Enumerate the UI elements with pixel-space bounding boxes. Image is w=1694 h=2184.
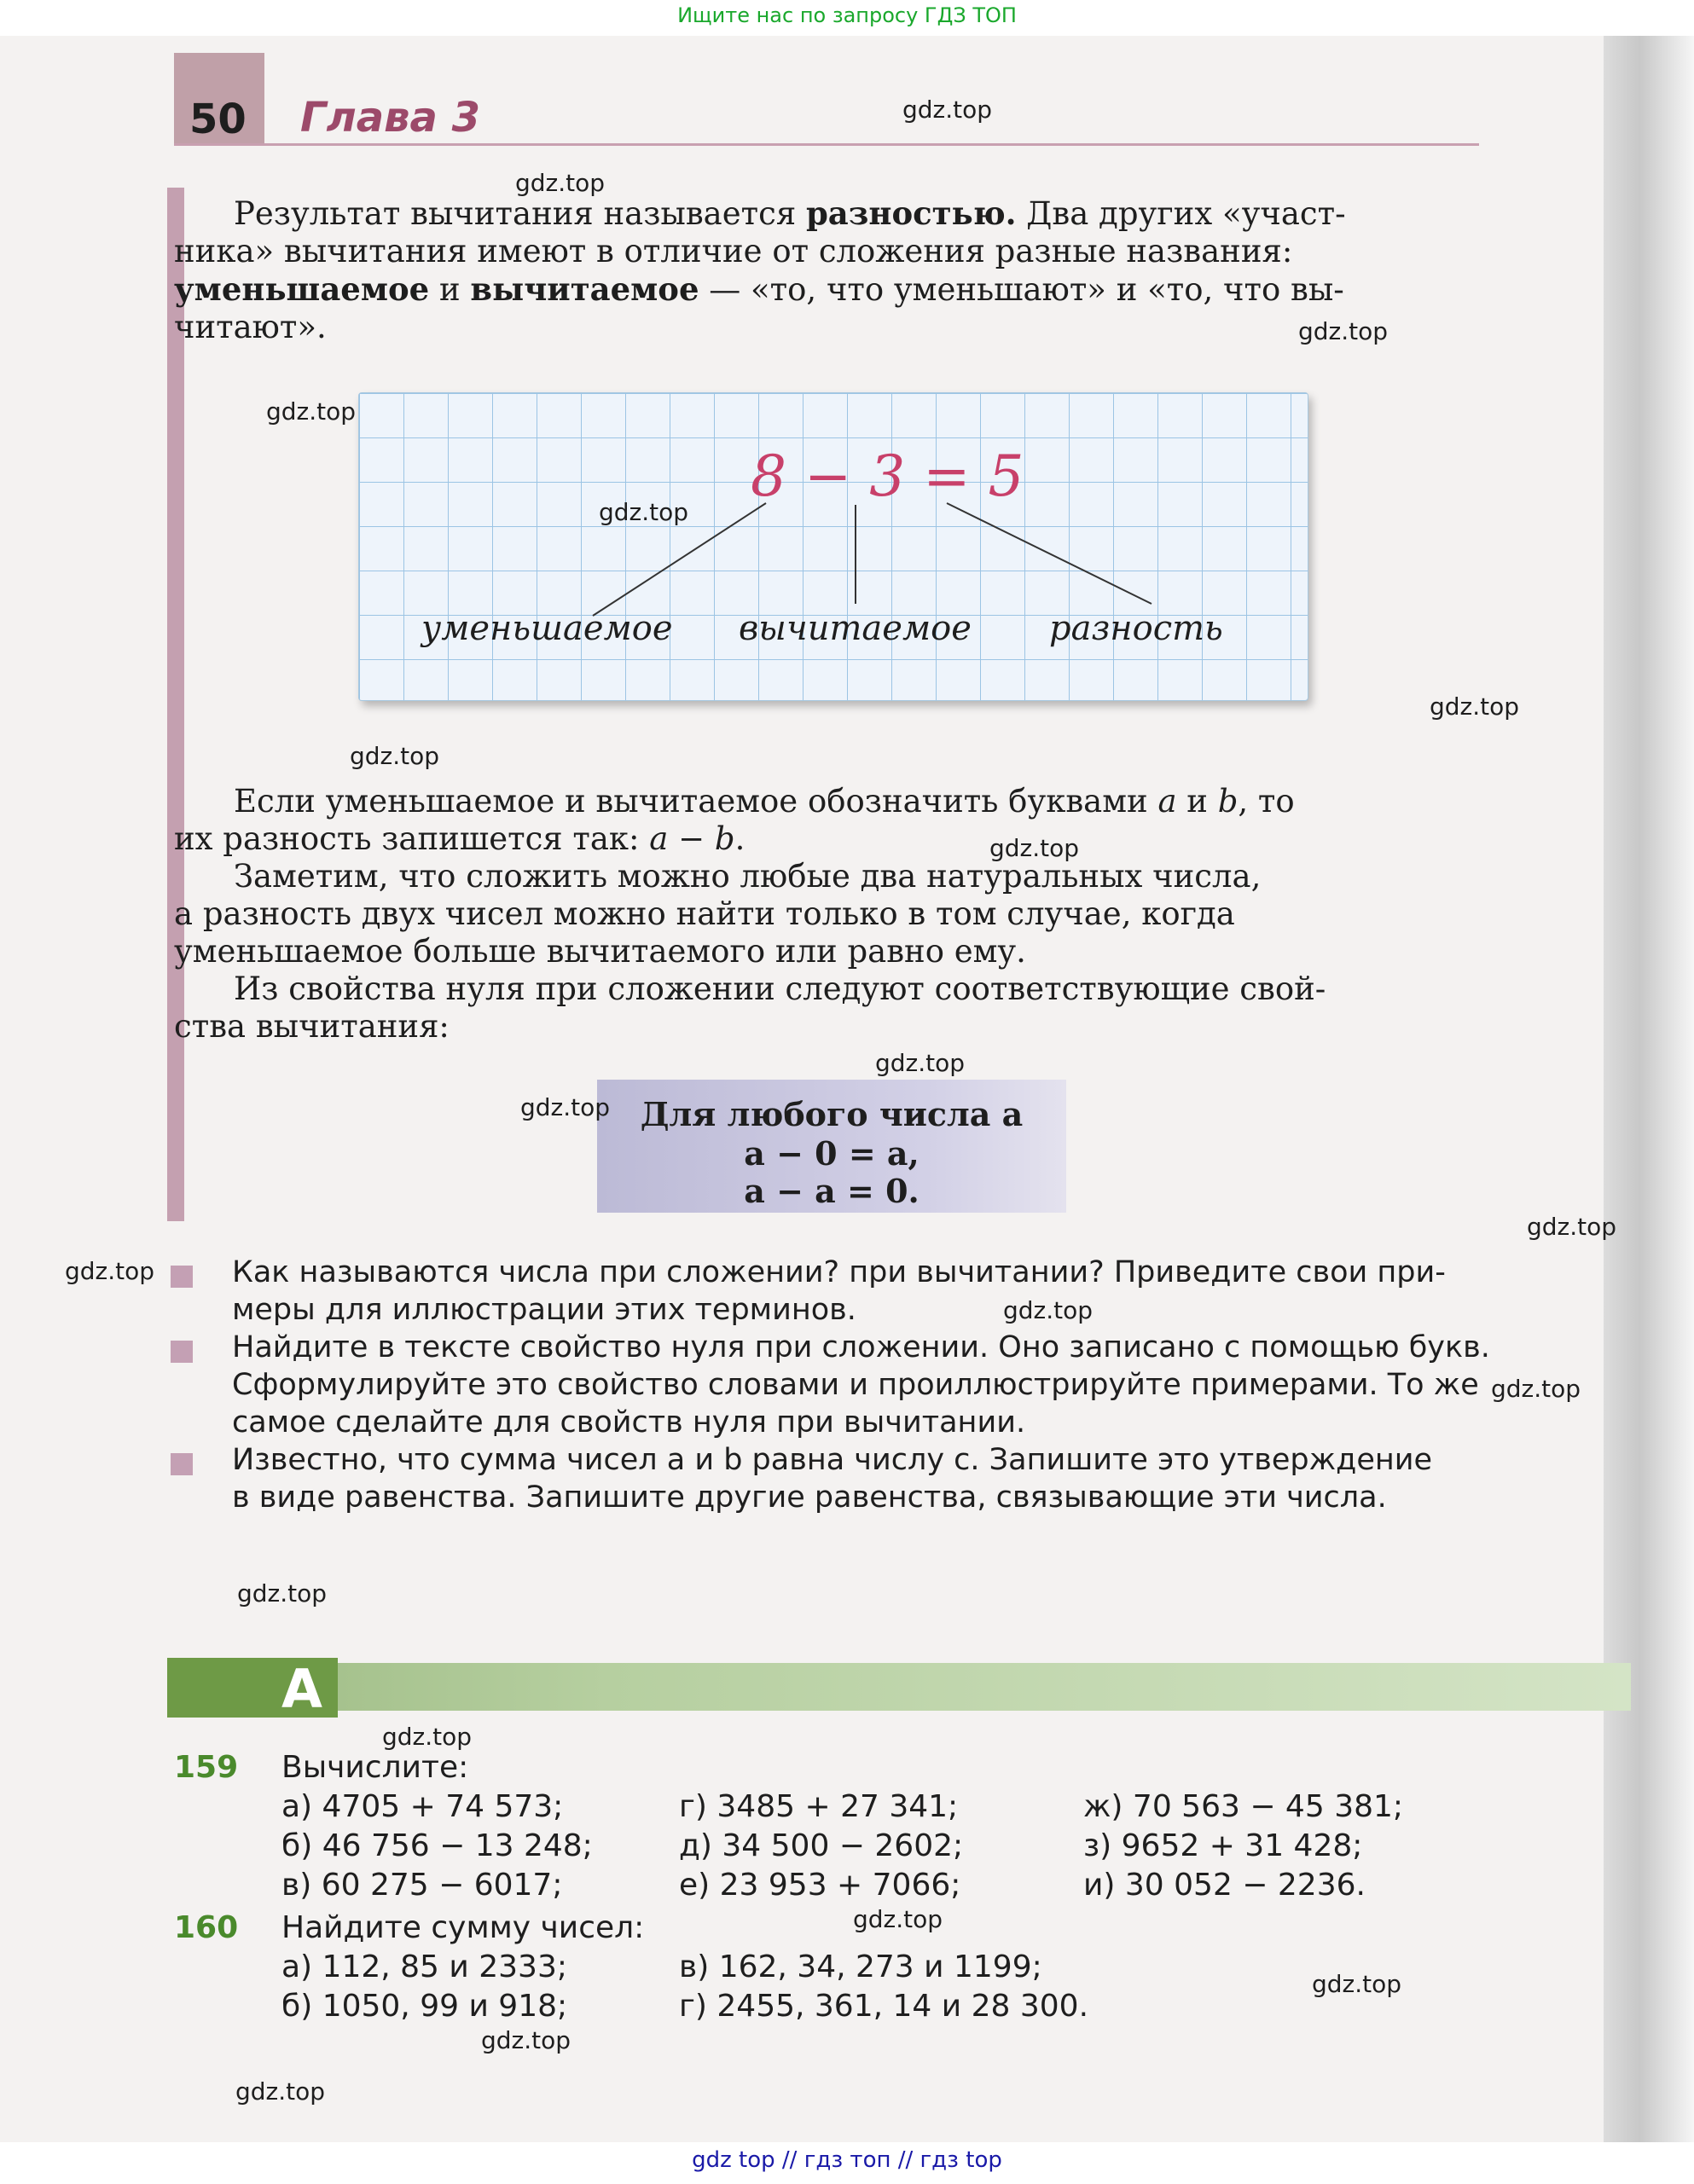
question-bullet bbox=[171, 1266, 193, 1288]
watermark: gdz.top bbox=[520, 1093, 611, 1121]
label-difference: разность bbox=[1049, 609, 1223, 648]
exercise-item: в) 162, 34, 273 и 1199; bbox=[679, 1949, 1042, 1984]
exercise-number: 160 bbox=[174, 1910, 239, 1945]
diagram-pointer-lines bbox=[358, 392, 1307, 699]
watermark: gdz.top bbox=[599, 498, 689, 526]
watermark: gdz.top bbox=[902, 96, 993, 124]
section-bar bbox=[167, 1663, 1631, 1711]
exercise-item: д) 34 500 − 2602; bbox=[679, 1828, 964, 1863]
chapter-title: Глава 3 bbox=[300, 94, 481, 142]
question-2: Найдите в тексте свойство нуля при сложении. Оно записано с помощью букв. Сформулируйте это свойство словами и проиллюстрируйте примерами. То же самое сделайте для свойств нуля при вычитании. bbox=[232, 1330, 1490, 1440]
watermark: gdz.top bbox=[1298, 317, 1389, 345]
exercise-item: а) 4705 + 74 573; bbox=[281, 1789, 564, 1824]
label-subtrahend: вычитаемое bbox=[739, 609, 972, 648]
page-edge-shadow bbox=[1604, 36, 1694, 2142]
question-3: Известно, что сумма чисел a и b равна числу c. Запишите это утверждение в виде равенства. Запишите другие равенства, связывающие эти числа. bbox=[232, 1443, 1433, 1515]
watermark: gdz.top bbox=[1527, 1213, 1617, 1241]
exercise-item: з) 9652 + 31 428; bbox=[1083, 1828, 1363, 1863]
watermark: gdz.top bbox=[481, 2026, 571, 2054]
rule-equation-1: a − 0 = a, bbox=[744, 1134, 920, 1173]
exercise-item: а) 112, 85 и 2333; bbox=[281, 1949, 567, 1984]
rule-title: Для любого числа a bbox=[640, 1095, 1024, 1133]
watermark: gdz.top bbox=[853, 1905, 943, 1933]
exercise-item: и) 30 052 − 2236. bbox=[1083, 1868, 1366, 1903]
exercise-item: б) 1050, 99 и 918; bbox=[281, 1989, 568, 2024]
intro-paragraph: Результат вычитания называется разностью. Два других «участ- ника» вычитания имеют в отличие от сложения разные названия: уменьшаемое и вычитаемое — «то, что уменьшают» и «то, что вы- читают». bbox=[174, 194, 1346, 345]
exercise-item: г) 3485 + 27 341; bbox=[679, 1789, 959, 1824]
top-banner[interactable]: Ищите нас по запросу ГДЗ ТОП bbox=[677, 3, 1017, 27]
exercise-number: 159 bbox=[174, 1750, 239, 1785]
watermark: gdz.top bbox=[237, 1579, 328, 1608]
page-number: 50 bbox=[189, 96, 247, 143]
bottom-banner[interactable]: gdz top // гдз топ // гдз top bbox=[692, 2147, 1002, 2173]
watermark: gdz.top bbox=[1312, 1970, 1402, 1998]
question-bullet bbox=[171, 1341, 193, 1363]
letters-paragraph: Если уменьшаемое и вычитаемое обозначить буквами a и b, то их разность запишется так: a − b. Заметим, что сложить можно любые два натуральных числа, а разность двух чисел можно найти только в том случае, когда уменьшаемое больше вычитаемого или равно ему. Из свойства нуля при сложении следуют соответствующие свой- ства вычитания: bbox=[174, 783, 1326, 1045]
watermark: gdz.top bbox=[1430, 692, 1520, 721]
question-1: Как называются числа при сложении? при вычитании? Приведите свои при- меры для иллюстрации этих терминов. bbox=[232, 1255, 1446, 1327]
watermark: gdz.top bbox=[266, 397, 357, 426]
exercise-item: е) 23 953 + 7066; bbox=[679, 1868, 961, 1903]
exercise-item: г) 2455, 361, 14 и 28 300. bbox=[679, 1989, 1089, 2024]
exercise-item: ж) 70 563 − 45 381; bbox=[1083, 1789, 1404, 1824]
header-rule bbox=[174, 143, 1479, 146]
exercise-title: Вычислите: bbox=[281, 1750, 469, 1785]
watermark: gdz.top bbox=[1003, 1296, 1094, 1324]
label-minuend: уменьшаемое bbox=[421, 609, 673, 648]
watermark: gdz.top bbox=[515, 169, 606, 197]
exercise-title: Найдите сумму чисел: bbox=[281, 1910, 645, 1945]
watermark: gdz.top bbox=[989, 834, 1080, 862]
rule-equation-2: a − a = 0. bbox=[744, 1172, 920, 1210]
watermark: gdz.top bbox=[65, 1257, 155, 1285]
diagram-equation: 8 − 3 = 5 bbox=[751, 443, 1024, 509]
section-letter: А bbox=[281, 1658, 322, 1720]
pointer-difference bbox=[947, 503, 1152, 604]
exercise-item: в) 60 275 − 6017; bbox=[281, 1868, 563, 1903]
watermark: gdz.top bbox=[875, 1049, 966, 1077]
watermark: gdz.top bbox=[350, 742, 440, 770]
watermark: gdz.top bbox=[1491, 1375, 1581, 1403]
watermark: gdz.top bbox=[382, 1723, 473, 1751]
watermark: gdz.top bbox=[235, 2077, 326, 2106]
exercise-item: б) 46 756 − 13 248; bbox=[281, 1828, 593, 1863]
question-bullet bbox=[171, 1453, 193, 1475]
